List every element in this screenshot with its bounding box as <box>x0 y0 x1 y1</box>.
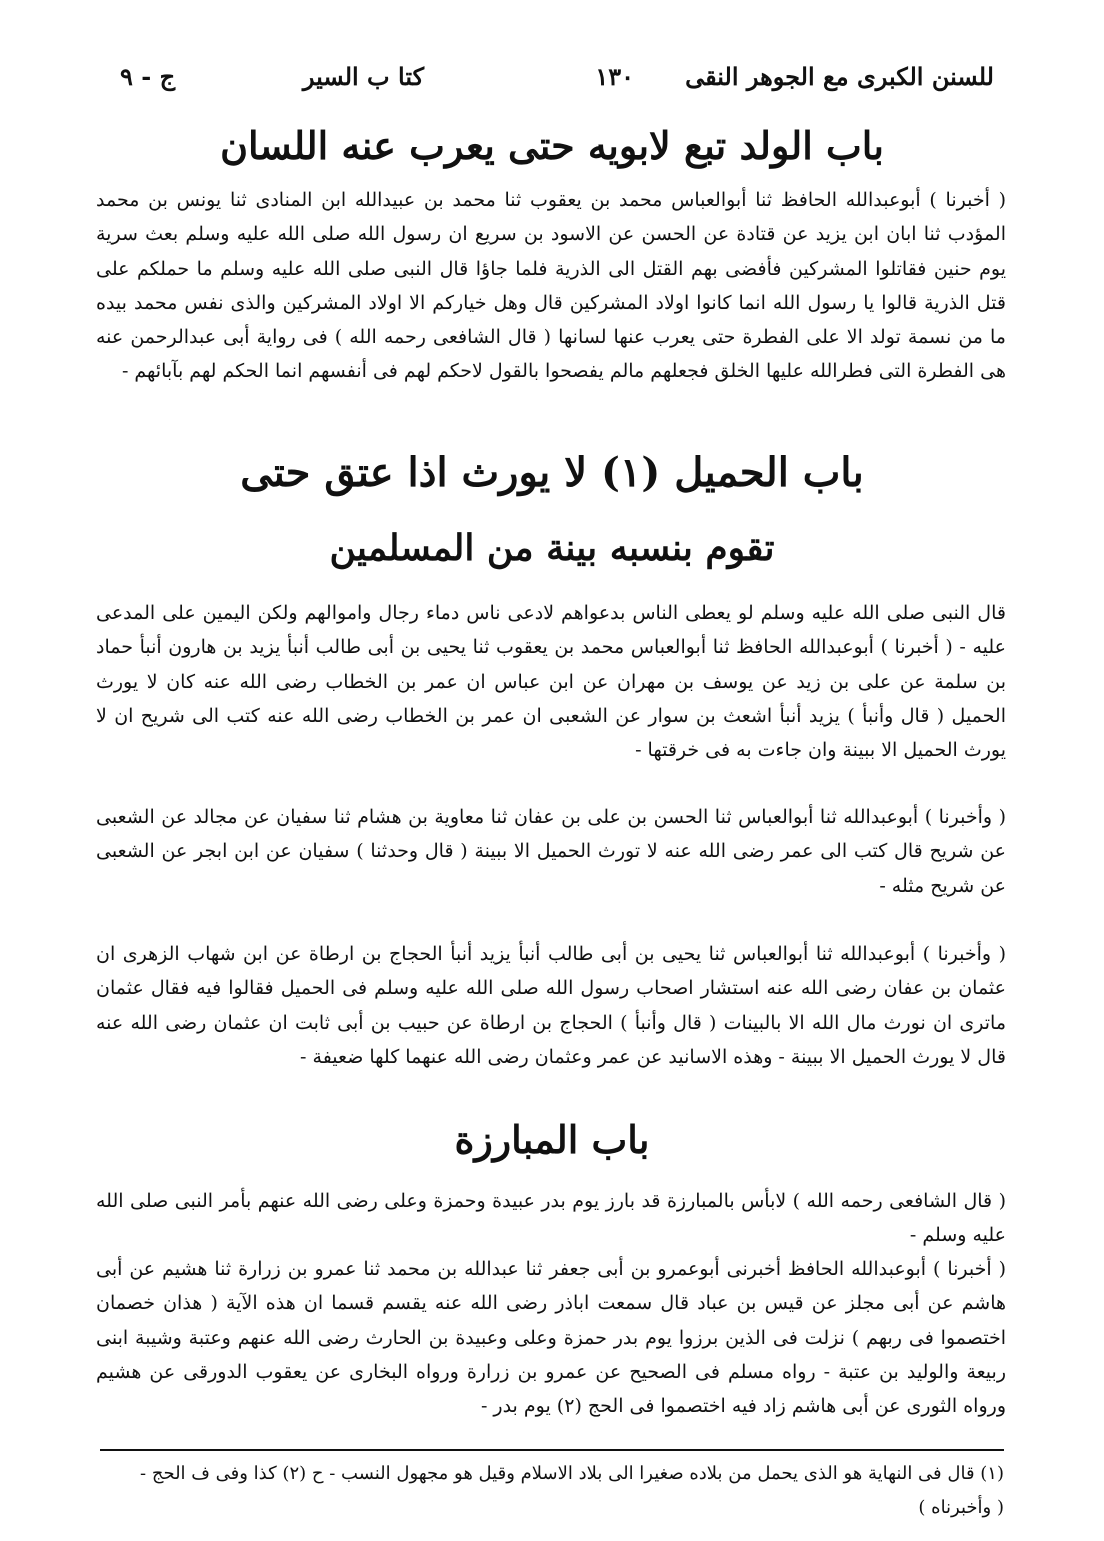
chapter-paragraph: ( أخبرنا ) أبوعبدالله الحافظ ثنا أبوالعباس محمد بن يعقوب ثنا محمد بن عبيدالله ابن المنادى ثنا يونس بن محمد المؤدب ثنا ابان ابن يزيد عن قتادة عن الحسن عن الاسود بن سريع ان رسول الله صلى الله عليه وسلم بعث سرية يوم حنين فقاتلوا المشركين فأفضى بهم القتل الى الذرية فلما جاؤا قال النبى صلى الله عليه وسلم ما حملكم على قتل الذرية قالوا يا رسول الله انما كانوا اولاد المشركين قال وهل خياركم الا اولاد المشركين والذى نفس محمد بيده ما من نسمة تولد الا على الفطرة حتى يعرب عنها لسانها ( قال الشافعى رحمه الله ) فى رواية أبى عبدالرحمن عنه هى الفطرة التى فطرالله عليها الخلق فجعلهم مالم يفصحوا بالقول لاحكم لهم فى أنفسهم انما الحكم لهم بآبائهم - <box>96 189 1006 383</box>
footnote-line: ( وأخبرناه ) <box>918 1497 1004 1518</box>
chapter-paragraph: ( وأخبرنا ) أبوعبدالله ثنا أبوالعباس ثنا الحسن بن على بن عفان ثنا معاوية بن هشام ثنا سفيان عن مجالد عن الشعبى عن شريح قال كتب الى عمر رضى الله عنه لا تورث الحميل الا ببينة ( قال وحدثنا ) سفيان عن ابن ابجر عن الشعبى عن شريح مثله - <box>96 806 1006 897</box>
chapter-paragraph: قال النبى صلى الله عليه وسلم لو يعطى الناس بدعواهم لادعى ناس دماء رجال واموالهم ولكن اليمين على المدعى عليه - ( أخبرنا ) أبوعبدالله الحافظ ثنا أبوالعباس محمد بن يعقوب ثنا يحيى بن أبى طالب أنبأ يزيد بن هارون أنبأ حماد بن سلمة عن على بن زيد عن يوسف بن مهران عن ابن عباس ان عمر بن الخطاب رضى الله عنه كان لا يورث الحميل ( قال وأنبأ ) يزيد أنبأ اشعث بن سوار عن الشعبى ان عمر بن الخطاب رضى الله عنه كتب الى شريح ان لا يورث الحميل الا ببينة وان جاءت به فى خرقتها - <box>96 602 1007 762</box>
footnote-divider <box>100 1449 1004 1451</box>
chapter-heading-continued: تقوم بنسبه بينة من المسلمين <box>329 527 775 569</box>
page-number: ١٣٠ <box>595 62 634 91</box>
chapter-paragraph: ( أخبرنا ) أبوعبدالله الحافظ أخبرنى أبوعمرو بن أبى جعفر ثنا عبدالله بن محمد ثنا عمرو بن زرارة ثنا هشيم عن أبى هاشم عن أبى مجلز عن قيس بن عباد قال سمعت اباذر رضى الله عنه يقسم قسما ان هذه الآية ( هذان خصمان اختصموا فى ربهم ) نزلت فى الذين برزوا يوم بدر حمزة وعلى وعبيدة بن الحارث رضى الله عنهم وعتبة وشيبة ابنى ربيعة والوليد بن عتبة - رواه مسلم فى الصحيح عن عمرو بن زرارة ورواه البخارى عن يعقوب الدورقى عن هشيم ورواه الثورى عن أبى هاشم زاد فيه اختصموا فى الحج (٢) يوم بدر - <box>96 1258 1006 1418</box>
chapter-paragraph: ( قال الشافعى رحمه الله ) لابأس بالمبارزة قد بارز يوم بدر عبيدة وحمزة وعلى رضى الله عنهم بأمر النبى صلى الله عليه وسلم - <box>96 1190 1006 1247</box>
chapter-heading: باب المبارزة <box>454 1117 650 1162</box>
book-title: للسنن الكبرى مع الجوهر النقى <box>685 62 994 91</box>
chapter-heading: باب الولد تبع لابويه حتى يعرب عنه اللسان <box>220 123 884 168</box>
section-title: كتا ب السير <box>302 62 424 91</box>
footnote-line: (١) قال فى النهاية هو الذى يحمل من بلاده صغيرا الى بلاد الاسلام وقيل هو مجهول النسب - ح (٢) كذا وفى ف الحج - <box>140 1463 1004 1484</box>
volume-number: ج - ٩ <box>120 62 176 91</box>
footnotes <box>98 1457 1004 1525</box>
chapter-paragraph: ( وأخبرنا ) أبوعبدالله ثنا أبوالعباس ثنا يحيى بن أبى طالب أنبأ يزيد أنبأ الحجاج بن ارطاة عن ابن شهاب الزهرى ان عثمان بن عفان رضى الله عنه استشار اصحاب رسول الله صلى الله عليه وسلم فى الحميل فقالوا فيه فقال عثمان ماترى ان نورث مال الله الا بالبينات ( قال وأنبأ ) الحجاج بن ارطاة عن حبيب بن أبى ثابت ان عثمان رضى الله عنه قال لا يورث الحميل الا ببينة - وهذه الاسانيد عن عمر وعثمان رضى الله عنهما كلها ضعيفة - <box>96 943 1006 1068</box>
chapter-heading: باب الحميل (١) لا يورث اذا عتق حتى <box>240 449 864 496</box>
running-head <box>120 62 994 102</box>
